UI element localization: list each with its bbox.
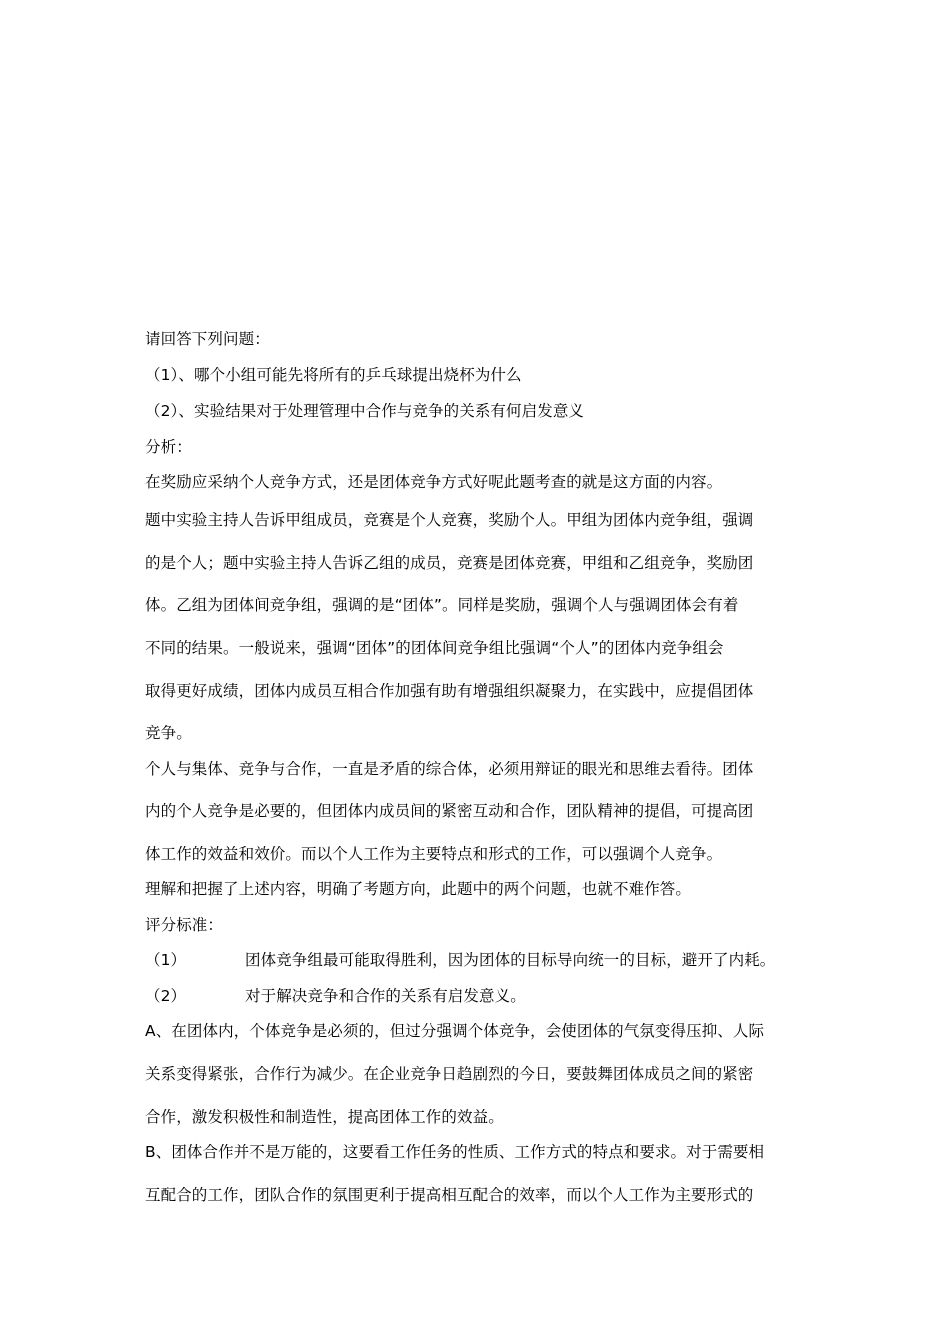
analysis-line: 体工作的效益和效价。而以个人工作为主要特点和形式的工作，可以强调个人竞争。 [145,845,723,863]
grading-heading: 评分标准： [145,916,224,934]
question-2: （2）、实验结果对于处理管理中合作与竞争的关系有何启发意义 [145,402,585,420]
analysis-heading: 分析： [145,438,192,456]
analysis-line: 在奖励应采纳个人竞争方式，还是团体竞争方式好呢此题考查的就是这方面的内容。 [145,473,723,491]
question-1: （1）、哪个小组可能先将所有的乒乓球提出烧杯为什么 [145,366,522,384]
questions-heading: 请回答下列问题： [145,330,270,348]
point-b-line: B、团体合作并不是万能的，这要看工作任务的性质、工作方式的特点和要求。对于需要相 [145,1143,765,1161]
criterion-number: （2） [145,987,187,1005]
criterion-text: 对于解决竞争和合作的关系有启发意义。 [245,987,526,1005]
point-b-line: 互配合的工作，团队合作的氛围更利于提高相互配合的效率，而以个人工作为主要形式的 [145,1186,754,1204]
analysis-line: 竞争。 [145,724,192,742]
analysis-line: 取得更好成绩，团体内成员互相合作加强有助有增强组织凝聚力，在实践中，应提倡团体 [145,682,754,700]
analysis-line: 个人与集体、竞争与合作，一直是矛盾的综合体，必须用辩证的眼光和思维去看待。团体 [145,760,754,778]
criterion-number: （1） [145,951,187,969]
analysis-line: 的是个人；题中实验主持人告诉乙组的成员，竞赛是团体竞赛，甲组和乙组竞争，奖励团 [145,554,754,572]
analysis-line: 题中实验主持人告诉甲组成员，竞赛是个人竞赛，奖励个人。甲组为团体内竞争组，强调 [145,511,754,529]
analysis-line: 不同的结果。一般说来，强调“团体”的团体间竞争组比强调“个人”的团体内竞争组会 [145,639,724,657]
analysis-line: 内的个人竞争是必要的，但团体内成员间的紧密互动和合作，团队精神的提倡，可提高团 [145,802,754,820]
analysis-line: 理解和把握了上述内容，明确了考题方向，此题中的两个问题，也就不难作答。 [145,880,692,898]
analysis-line: 体。乙组为团体间竞争组，强调的是“团体”。同样是奖励，强调个人与强调团体会有着 [145,596,739,614]
criterion-text: 团体竞争组最可能取得胜利，因为团体的目标导向统一的目标，避开了内耗。 [245,951,776,969]
point-a-line: 合作，激发积极性和制造性，提高团体工作的效益。 [145,1108,504,1126]
point-a-line: 关系变得紧张，合作行为减少。在企业竞争日趋剧烈的今日，要鼓舞团体成员之间的紧密 [145,1065,754,1083]
point-a-line: A、在团体内，个体竞争是必须的，但过分强调个体竞争，会使团体的气氛变得压抑、人际 [145,1022,765,1040]
